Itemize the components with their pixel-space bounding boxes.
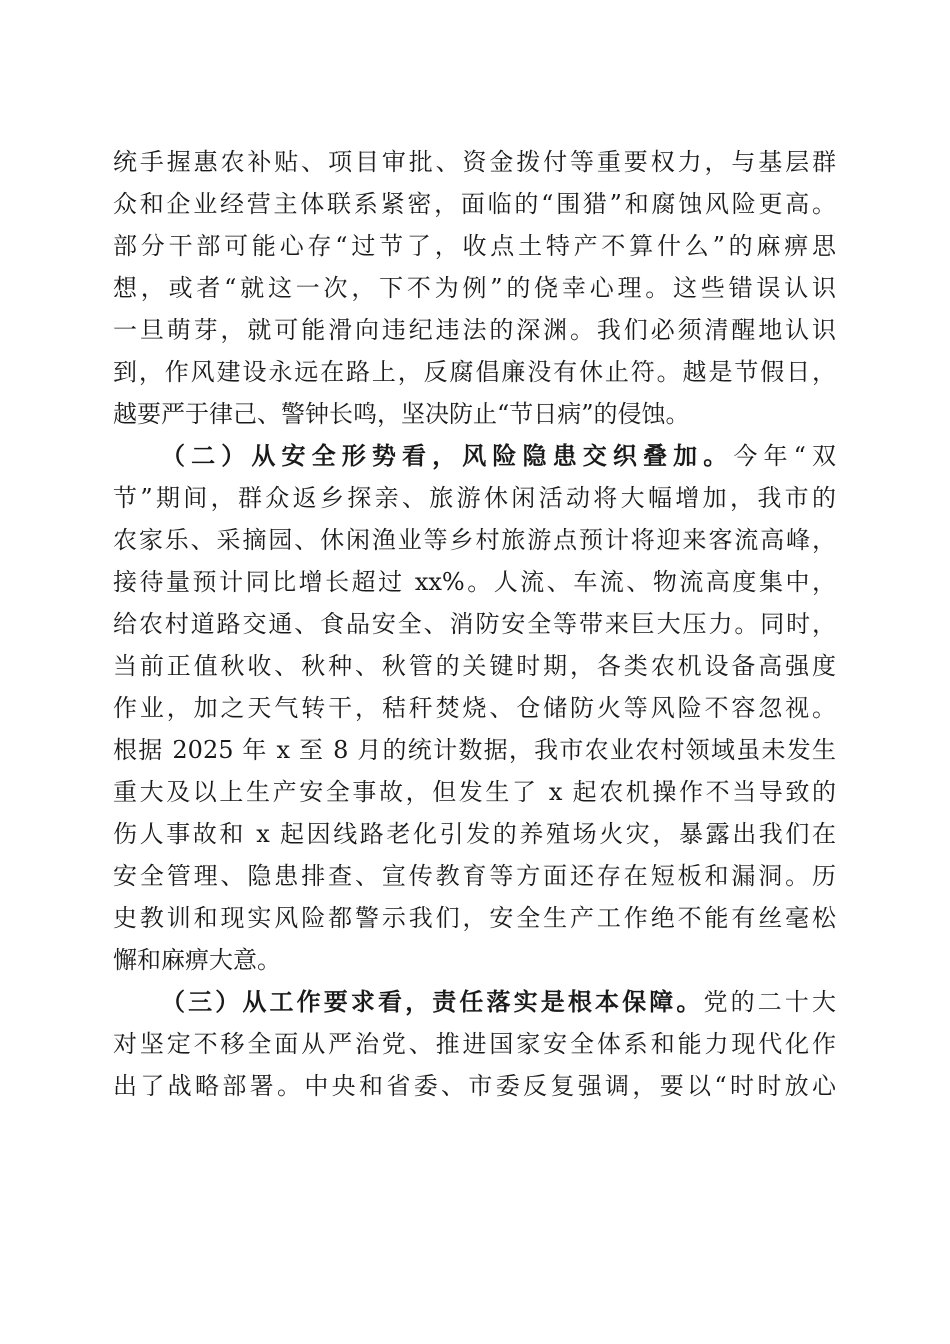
text-line: 众和企业经营主体联系紧密，面临的“围猎”和腐蚀风险更高。 (113, 190, 836, 218)
text-line: 重大及以上生产安全事故，但发生了 x 起农机操作不当导致的 (113, 778, 836, 806)
text-line: 一旦萌芽，就可能滑向违纪违法的深渊。我们必须清醒地认识 (113, 316, 836, 344)
text-line: 作业，加之天气转干，秸秆焚烧、仓储防火等风险不容忽视。 (113, 694, 836, 722)
heading-line-rest: 今年“双 (733, 442, 836, 470)
text-line: 给农村道路交通、食品安全、消防安全等带来巨大压力。同时， (113, 610, 836, 638)
text-line: 部分干部可能心存“过节了，收点土特产不算什么”的麻痹思 (113, 232, 836, 260)
heading-line-rest: 党的二十大 (703, 988, 836, 1016)
paragraph-work-requirements (113, 981, 836, 1107)
text-line: 农家乐、采摘园、休闲渔业等乡村旅游点预计将迎来客流高峰， (113, 526, 836, 554)
text-line: 根据 2025 年 x 至 8 月的统计数据，我市农业农村领域虽未发生 (113, 736, 836, 764)
text-line: 安全管理、隐患排查、宣传教育等方面还存在短板和漏洞。历 (113, 862, 836, 890)
text-line: 出了战略部署。中央和省委、市委反复强调，要以“时时放心 (113, 1072, 836, 1100)
text-line (113, 981, 836, 1023)
text-line: 对坚定不移全面从严治党、推进国家安全体系和能力现代化作 (113, 1030, 836, 1058)
paragraph-safety-situation (113, 435, 836, 981)
paragraph-integrity-risk (113, 141, 836, 435)
text-line: 越要严于律己、警钟长鸣，坚决防止“节日病”的侵蚀。 (113, 400, 690, 428)
text-line (113, 435, 836, 477)
text-line: 节”期间，群众返乡探亲、旅游休闲活动将大幅增加，我市的 (113, 484, 836, 512)
text-line: 当前正值秋收、秋种、秋管的关键时期，各类农机设备高强度 (113, 652, 836, 680)
text-line: 接待量预计同比增长超过 xx%。人流、车流、物流高度集中， (113, 568, 836, 596)
text-line: 到，作风建设永远在路上，反腐倡廉没有休止符。越是节假日， (113, 358, 836, 386)
document-body (113, 141, 836, 1107)
section-heading: （三）从工作要求看，责任落实是根本保障。 (161, 987, 704, 1016)
text-line: 想，或者“就这一次，下不为例”的侥幸心理。这些错误认识 (113, 274, 836, 302)
text-line: 史教训和现实风险都警示我们，安全生产工作绝不能有丝毫松 (113, 904, 836, 932)
section-heading: （二）从安全形势看，风险隐患交织叠加。 (161, 441, 734, 470)
text-line: 统手握惠农补贴、项目审批、资金拨付等重要权力，与基层群 (113, 148, 836, 176)
text-line: 伤人事故和 x 起因线路老化引发的养殖场火灾，暴露出我们在 (113, 820, 836, 848)
text-line: 懈和麻痹大意。 (113, 946, 281, 974)
